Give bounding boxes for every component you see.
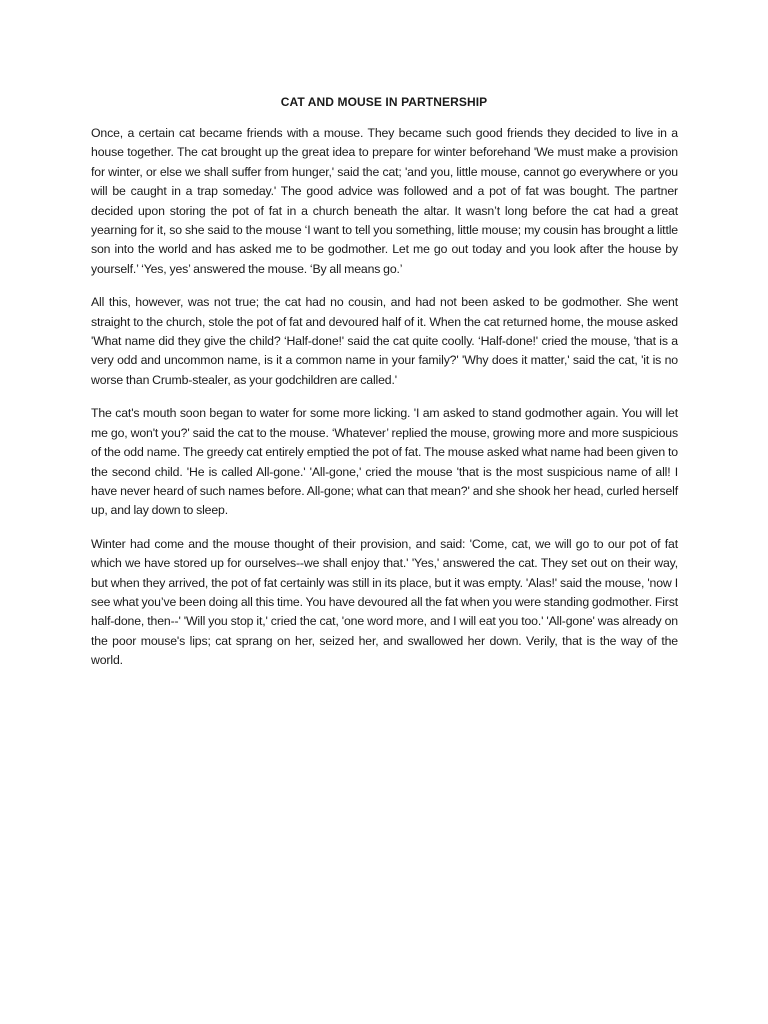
document-body (91, 124, 678, 685)
paragraph-2: All this, however, was not true; the cat had no cousin, and had not been asked to be godmother. She went straight to the church, stole the pot of fat and devoured half of it. When the cat returned home, the mouse asked 'What name did they give the child? ‘Half-done!' said the cat quite coolly. ‘Half-done!' cried the mouse, 'that is a very odd and uncommon name, is it a common name in your family?' 'Why does it matter,' said the cat, 'it is no worse than Crumb-stealer, as your godchildren are called.' (91, 295, 678, 387)
paragraph-1: Once, a certain cat became friends with a mouse. They became such good friends they decided to live in a house together. The cat brought up the great idea to prepare for winter beforehand 'We must make a provision for winter, or else we shall suffer from hunger,' said the cat; 'and you, little mouse, cannot go everywhere or you will be caught in a trap someday.' The good advice was followed and a pot of fat was bought. The partner decided upon storing the pot of fat in a church beneath the altar. It wasn’t long before the cat had a great yearning for it, so she said to the mouse ‘I want to tell you something, little mouse; my cousin has brought a little son into the world and has asked me to be godmother. Let me go out today and you look after the house by yourself.’ ‘Yes, yes’ answered the mouse. ‘By all means go.’ (91, 126, 678, 276)
document-title: CAT AND MOUSE IN PARTNERSHIP (280, 95, 488, 109)
paragraph-3: The cat's mouth soon began to water for some more licking. 'I am asked to stand godmother again. You will let me go, won't you?' said the cat to the mouse. ‘Whatever’ replied the mouse, growing more and more suspicious of the odd name. The greedy cat entirely emptied the pot of fat. The mouse asked what name had been given to the second child. 'He is called All-gone.' 'All-gone,' cried the mouse 'that is the most suspicious name of all! I have never heard of such names before. All-gone; what can that mean?' and she shook her head, curled herself up, and lay down to sleep. (91, 406, 678, 518)
paragraph-4: Winter had come and the mouse thought of their provision, and said: 'Come, cat, we will go to our pot of fat which we have stored up for ourselves--we shall enjoy that.' 'Yes,' answered the cat. They set out on their way, but when they arrived, the pot of fat certainly was still in its place, but it was empty. 'Alas!' said the mouse, 'now I see what you’ve been doing all this time. You have devoured all the fat when you were standing godmother. First half-done, then--' 'Will you stop it,' cried the cat, 'one word more, and I will eat you too.' 'All-gone' was already on the poor mouse's lips; cat sprang on her, seized her, and swallowed her down. Verily, that is the way of the world. (91, 536, 678, 668)
